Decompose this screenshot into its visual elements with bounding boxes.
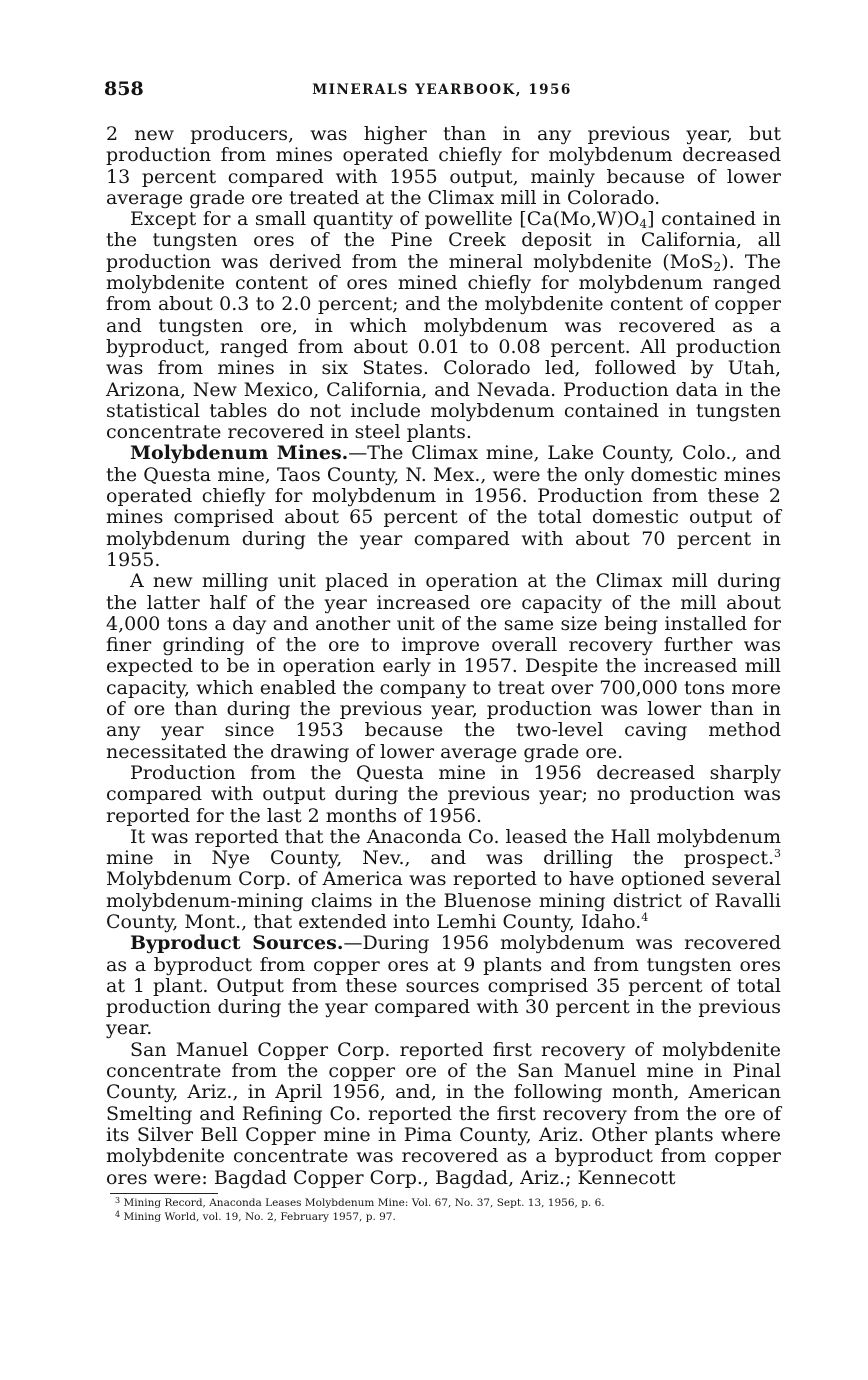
footnote-4 [115, 1211, 775, 1225]
page-header [104, 74, 780, 104]
footnote-number: 4 [115, 1209, 121, 1219]
footnote-text: Mining World, vol. 19, No. 2, February 1957, p. 97. [123, 1210, 396, 1223]
footnote-rule [110, 1193, 218, 1194]
footnote-3 [115, 1197, 775, 1211]
paragraph-2-part: ] contained in the tungsten ores of the Pine Creek deposit in California, all production was derived from the mineral molybdenite (MoS [106, 208, 781, 273]
footnote-ref-3: 3 [774, 847, 781, 861]
body-text [106, 124, 781, 1189]
paragraph-7 [106, 933, 781, 1039]
section-heading-byproduct-sources: Byproduct Sources. [130, 932, 344, 955]
paragraph-8: San Manuel Copper Corp. reported first recovery of molybdenite concentrate from the copper ore of the San Manuel mine in Pinal County, Ariz., in April 1956, and, in the following month, American Smelting and Refining Co. reported the first recovery from the ore of its Silver Bell Copper mine in Pima County, Ariz. Other plants where molybdenite concentrate was recovered as a byproduct from copper ores were: Bagdad Copper Corp., Bagdad, Ariz.; Kennecott [106, 1038, 781, 1189]
subscript: 2 [713, 259, 722, 274]
paragraph-1: 2 new producers, was higher than in any previous year, but production from mines operated chiefly for molybdenum decreased 13 percent compared with 1955 output, mainly because of lower average grade ore treated at the Climax mill in Colorado. [106, 123, 781, 209]
paragraph-4: A new milling unit placed in operation at the Climax mill during the latter half of the year increased ore capacity of the mill about 4,000 tons a day and another unit of the same size being installed for finer grinding of the ore to improve overall recovery further was expected to be in operation early in 1957. Despite the increased mill capacity, which enabled the company to treat over 700,000 tons more of ore than during the previous year, production was lower than in any year since 1953 because the two-level caving method necessitated the drawing of lower average grade ore. [106, 570, 781, 763]
paragraph-7-text: —During 1956 molybdenum was recovered as a byproduct from copper ores at 9 plants and from tungsten ores at 1 plant. Output from these sources comprised 35 percent of total production during the year compared with 30 percent in the previous year. [106, 932, 781, 1040]
paragraph-3-text: —The Climax mine, Lake County, Colo., and the Questa mine, Taos County, N. Mex., were the only domestic mines operated chiefly for molybdenum in 1956. Production from these 2 mines comprised about 65 percent of the total domestic output of molybdenum during the year compared with about 70 percent in 1955. [106, 442, 781, 571]
paragraph-6-part: It was reported that the Anaconda Co. leased the Hall molybdenum mine in Nye County, Nev., and was drilling the prospect. [106, 825, 781, 870]
running-head: MINERALS YEARBOOK, 1956 [312, 82, 572, 98]
page-number: 858 [104, 78, 144, 100]
paragraph-2-part: ). The molybdenite content of ores mined chiefly for molybdenum ranged from about 0.3 to 2.0 percent; and the molybdenite content of copper and tungsten ore, in which molybdenum was recovered as a byproduct, ranged from about 0.01 to 0.08 percent. All production was from mines in six States. Colorado led, followed by Utah, Arizona, New Mexico, California, and Nevada. Production data in the statistical tables do not include molybdenum contained in tungsten concentrate recovered in steel plants. [106, 250, 781, 444]
footnotes [115, 1197, 775, 1224]
subscript: 4 [639, 217, 648, 232]
paragraph-2 [106, 209, 781, 443]
paragraph-6 [106, 827, 781, 933]
footnote-text: Mining Record, Anaconda Leases Molybdenum Mine: Vol. 67, No. 37, Sept. 13, 1956, p. 6. [123, 1197, 605, 1209]
paragraph-3 [106, 443, 781, 571]
footnote-ref-4: 4 [641, 910, 649, 924]
paragraph-2-part: Except for a small quantity of powellite [Ca(Mo,W)O [130, 208, 640, 231]
section-heading-molybdenum-mines: Molybdenum Mines. [130, 442, 349, 465]
paragraph-6-part: Molybdenum Corp. of America was reported to have optioned several molybdenum-mining claims in the Bluenose mining district of Ravalli County, Mont., that extended into Lemhi County, Idaho. [106, 868, 781, 933]
footnote-number: 3 [115, 1196, 121, 1205]
paragraph-5: Production from the Questa mine in 1956 decreased sharply compared with output during the previous year; no production was reported for the last 2 months of 1956. [106, 761, 781, 827]
